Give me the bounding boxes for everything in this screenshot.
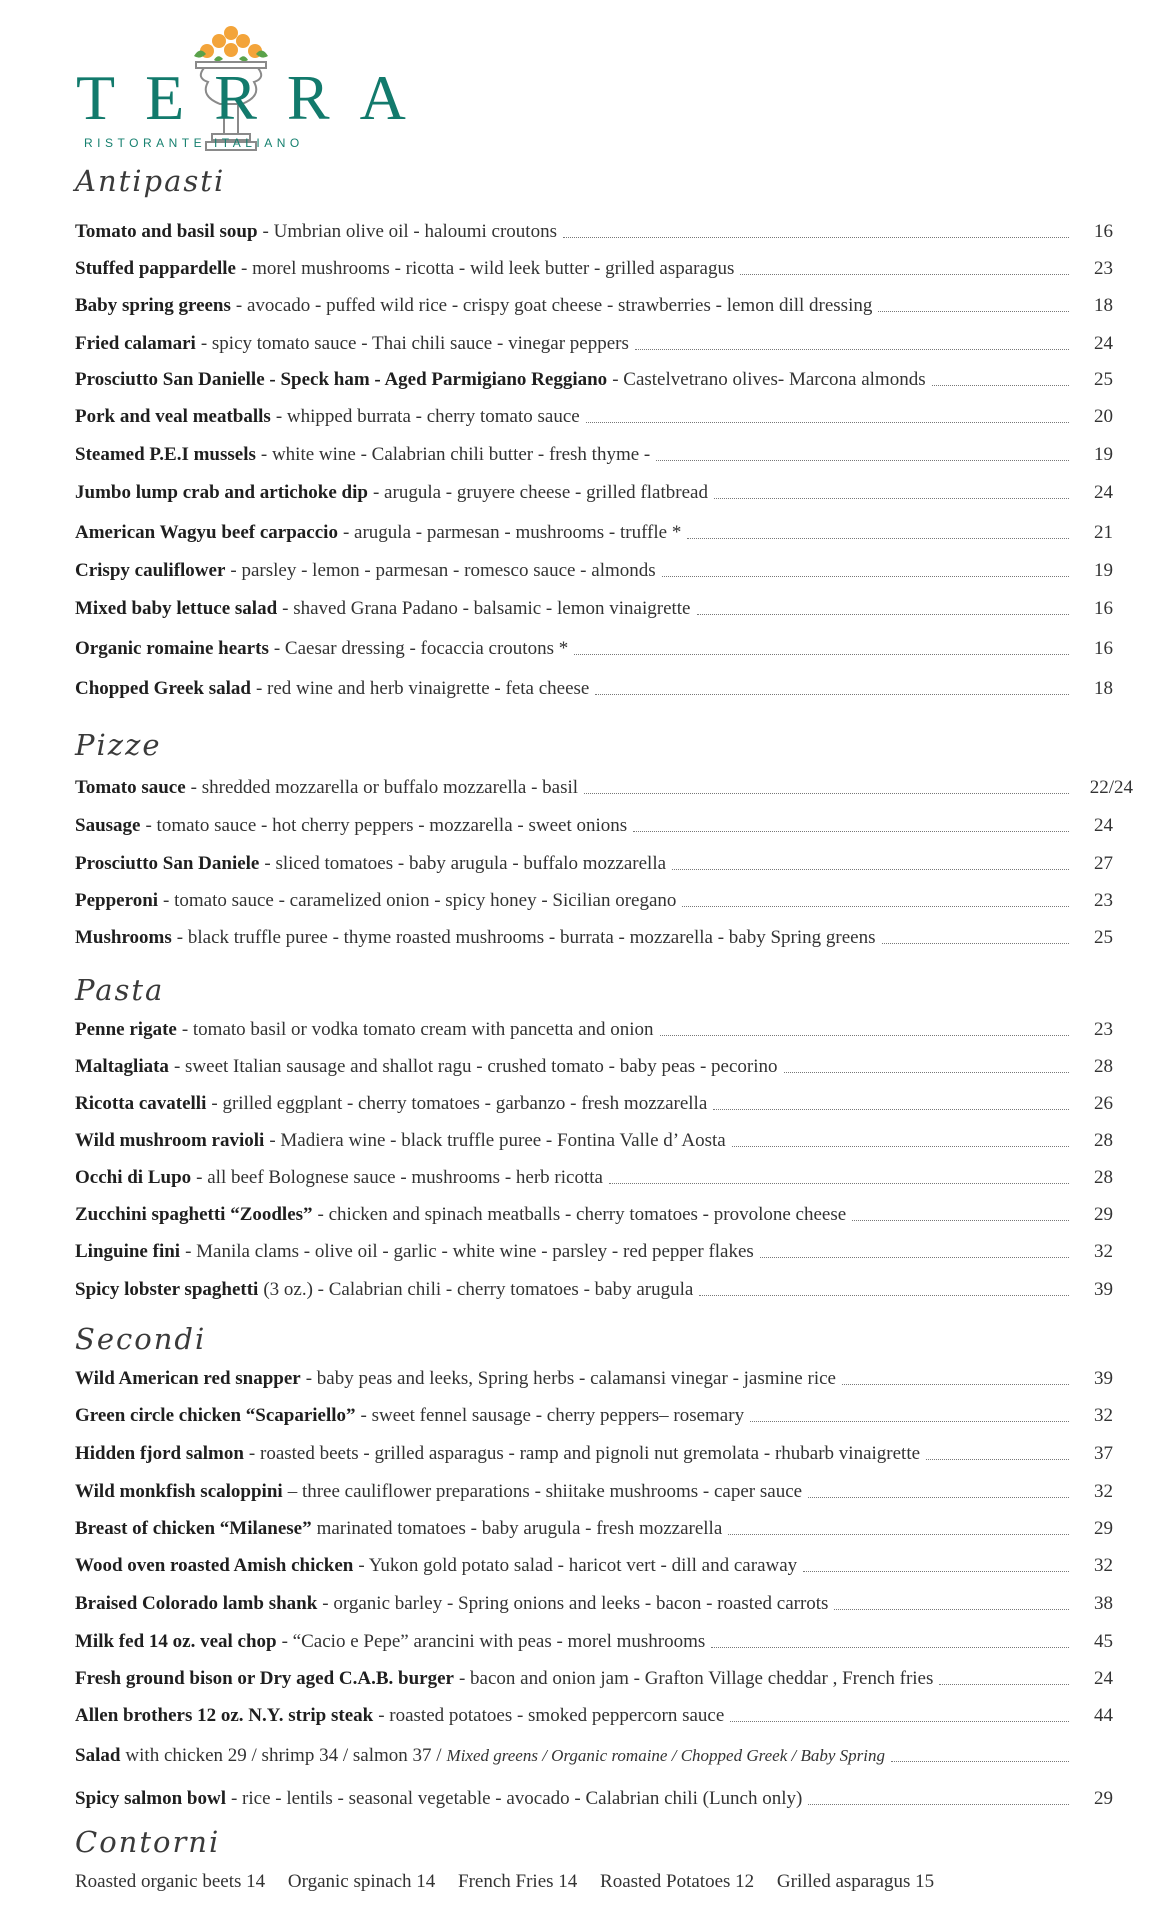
menu-item <box>75 1204 1133 1230</box>
menu-item <box>75 598 1133 624</box>
menu-item-name: Wild monkfish scaloppini <box>75 1481 283 1502</box>
menu-item <box>75 1019 1133 1045</box>
dot-leader <box>803 1570 1069 1572</box>
dot-leader <box>891 1760 1069 1762</box>
contorni-item: French Fries 14 <box>458 1871 578 1892</box>
menu-item-name: Baby spring greens <box>75 295 231 316</box>
menu-item <box>75 1405 1133 1431</box>
menu-item-name: Organic romaine hearts <box>75 638 269 659</box>
menu-item-description: - whipped burrata - cherry tomato sauce <box>275 406 580 427</box>
menu-item-price: 23 <box>1094 1019 1113 1040</box>
menu-item-price: 25 <box>1094 927 1113 948</box>
menu-item-description: - roasted beets - grilled asparagus - ramp and pignoli nut gremolata - rhubarb vinaigrette <box>248 1443 921 1464</box>
menu-item <box>75 777 1133 803</box>
menu-item-name: Tomato sauce <box>75 777 186 798</box>
menu-item-name: Occhi di Lupo <box>75 1167 192 1188</box>
contorni-item: Organic spinach 14 <box>287 1871 436 1892</box>
menu-item <box>75 1788 1133 1814</box>
menu-item-price: 29 <box>1094 1518 1113 1539</box>
section-title-secondi: Secondi <box>75 1322 207 1356</box>
menu-item <box>75 1745 1133 1771</box>
menu-item-name: Green circle chicken “Scapariello” <box>75 1405 356 1426</box>
menu-item <box>75 444 1133 470</box>
menu-item <box>75 1279 1133 1305</box>
menu-item-price: 23 <box>1094 890 1113 911</box>
menu-item <box>75 1593 1133 1619</box>
dot-leader <box>926 1458 1069 1460</box>
section-title-pasta: Pasta <box>75 973 165 1007</box>
menu-item-description: - shaved Grana Padano - balsamic - lemon vinaigrette <box>282 598 691 619</box>
menu-item-price: 16 <box>1094 598 1113 619</box>
menu-item-description: - sweet Italian sausage and shallot ragu - crushed tomato - baby peas - pecorino <box>173 1056 778 1077</box>
menu-item-price: 26 <box>1094 1093 1113 1114</box>
menu-item <box>75 638 1133 664</box>
menu-item <box>75 1443 1133 1469</box>
menu-item <box>75 1130 1133 1156</box>
menu-item-description: - spicy tomato sauce - Thai chili sauce - vinegar peppers <box>200 333 629 354</box>
menu-item <box>75 1518 1133 1544</box>
menu-item-name: Milk fed 14 oz. veal chop <box>75 1631 277 1652</box>
menu-item <box>75 295 1133 321</box>
menu-item-name: Wild American red snapper <box>75 1368 301 1389</box>
dot-leader <box>633 830 1069 832</box>
menu-item-description: – three cauliflower preparations - shiitake mushrooms - caper sauce <box>287 1481 803 1502</box>
menu-item-description: - “Cacio e Pepe” arancini with peas - morel mushrooms <box>281 1631 706 1652</box>
menu-item-price: 21 <box>1094 522 1113 543</box>
menu-item <box>75 560 1133 586</box>
menu-item-price: 16 <box>1094 638 1113 659</box>
menu-item-description: - roasted potatoes - smoked peppercorn sauce <box>378 1705 725 1726</box>
dot-leader <box>660 1034 1069 1036</box>
menu-item-name: Jumbo lump crab and artichoke dip <box>75 482 368 503</box>
menu-item-price: 27 <box>1094 853 1113 874</box>
dot-leader <box>584 792 1069 794</box>
menu-item-description: - morel mushrooms - ricotta - wild leek butter - grilled asparagus <box>241 258 735 279</box>
menu-item-price: 24 <box>1094 1668 1113 1689</box>
menu-item-price: 28 <box>1094 1167 1113 1188</box>
dot-leader <box>740 273 1069 275</box>
dot-leader <box>852 1219 1069 1221</box>
menu-item-description: - chicken and spinach meatballs - cherry tomatoes - provolone cheese <box>317 1204 847 1225</box>
menu-item-price: 32 <box>1094 1241 1113 1262</box>
menu-item-name: American Wagyu beef carpaccio <box>75 522 338 543</box>
dot-leader <box>662 575 1069 577</box>
dot-leader <box>784 1071 1069 1073</box>
menu-item-name: Fresh ground bison or Dry aged C.A.B. burger <box>75 1668 454 1689</box>
menu-item-price: 28 <box>1094 1056 1113 1077</box>
menu-item-price: 22/24 <box>1089 777 1133 798</box>
menu-item-price: 39 <box>1094 1279 1113 1300</box>
menu-item-description: - sweet fennel sausage - cherry peppers– rosemary <box>360 1405 745 1426</box>
dot-leader <box>713 1108 1069 1110</box>
menu-item <box>75 333 1133 359</box>
menu-item-name: Wild mushroom ravioli <box>75 1130 265 1151</box>
menu-item-name: Wood oven roasted Amish chicken <box>75 1555 354 1576</box>
dot-leader <box>635 348 1069 350</box>
menu-item <box>75 1631 1133 1657</box>
menu-item-price: 18 <box>1094 295 1113 316</box>
menu-item-name: Zucchini spaghetti “Zoodles” <box>75 1204 313 1225</box>
dot-leader <box>697 613 1070 615</box>
menu-item-description: - red wine and herb vinaigrette - feta cheese <box>255 678 590 699</box>
menu-item-price: 37 <box>1094 1443 1113 1464</box>
dot-leader <box>732 1145 1069 1147</box>
menu-item <box>75 258 1133 284</box>
menu-item-description: with chicken 29 / shrimp 34 / salmon 37 / <box>125 1745 442 1766</box>
menu-item-description: - shredded mozzarella or buffalo mozzarella - basil <box>190 777 579 798</box>
menu-item <box>75 1555 1133 1581</box>
menu-item <box>75 1705 1133 1731</box>
menu-item-name: Spicy lobster spaghetti <box>75 1279 259 1300</box>
menu-item-price: 24 <box>1094 815 1113 836</box>
menu-item <box>75 890 1133 916</box>
menu-item <box>75 815 1133 841</box>
menu-item-price: 29 <box>1094 1788 1113 1809</box>
menu-item-description: - Caesar dressing - focaccia croutons * <box>273 638 569 659</box>
menu-item-price: 19 <box>1094 444 1113 465</box>
menu-item-name: Prosciutto San Daniele <box>75 853 260 874</box>
menu-item-price: 24 <box>1094 482 1113 503</box>
menu-item-name: Spicy salmon bowl <box>75 1788 226 1809</box>
section-title-antipasti: Antipasti <box>75 164 226 198</box>
dot-leader <box>699 1294 1069 1296</box>
brand-name: TERRA <box>76 62 436 133</box>
menu-item-price: 32 <box>1094 1405 1113 1426</box>
menu-item-price: 32 <box>1094 1555 1113 1576</box>
dot-leader <box>750 1420 1069 1422</box>
contorni-item: Roasted organic beets 14 <box>75 1871 266 1892</box>
dot-leader <box>882 942 1070 944</box>
menu-item-name: Chopped Greek salad <box>75 678 251 699</box>
dot-leader <box>932 384 1069 386</box>
contorni-list <box>75 1871 952 1893</box>
menu-item <box>75 1167 1133 1193</box>
dot-leader <box>672 868 1069 870</box>
menu-item-description: - Manila clams - olive oil - garlic - white wine - parsley - red pepper flakes <box>185 1241 754 1262</box>
menu-item-name: Braised Colorado lamb shank <box>75 1593 318 1614</box>
dot-leader <box>939 1683 1069 1685</box>
menu-item-name: Steamed P.E.I mussels <box>75 444 256 465</box>
menu-item-price: 44 <box>1094 1705 1113 1726</box>
menu-item-name: Salad <box>75 1745 121 1766</box>
menu-item-description: - grilled eggplant - cherry tomatoes - garbanzo - fresh mozzarella <box>211 1093 708 1114</box>
menu-item-description: - Castelvetrano olives- Marcona almonds <box>612 369 926 390</box>
menu-item-description: - black truffle puree - thyme roasted mushrooms - burrata - mozzarella - baby Spring greens <box>176 927 876 948</box>
brand-logo <box>76 24 436 164</box>
contorni-item: Grilled asparagus 15 <box>776 1871 935 1892</box>
menu-item <box>75 678 1133 704</box>
dot-leader <box>609 1182 1069 1184</box>
menu-item-options: Mixed greens / Organic romaine / Chopped Greek / Baby Spring <box>446 1746 885 1765</box>
menu-item-name: Pork and veal meatballs <box>75 406 271 427</box>
menu-item-name: Crispy cauliflower <box>75 560 226 581</box>
menu-item <box>75 1056 1133 1082</box>
menu-item-name: Penne rigate <box>75 1019 177 1040</box>
dot-leader <box>714 497 1069 499</box>
dot-leader <box>728 1533 1069 1535</box>
menu-item-price: 16 <box>1094 221 1113 242</box>
menu-item <box>75 1481 1133 1507</box>
menu-item-name: Fried calamari <box>75 333 196 354</box>
menu-item-name: Pepperoni <box>75 890 159 911</box>
menu-item-price: 18 <box>1094 678 1113 699</box>
menu-item-description: - Yukon gold potato salad - haricot vert - dill and caraway <box>358 1555 798 1576</box>
dot-leader <box>687 537 1069 539</box>
dot-leader <box>586 421 1069 423</box>
menu-item-price: 39 <box>1094 1368 1113 1389</box>
dot-leader <box>760 1256 1069 1258</box>
menu-item-price: 24 <box>1094 333 1113 354</box>
dot-leader <box>842 1383 1069 1385</box>
dot-leader <box>595 693 1069 695</box>
menu-item-description: - baby peas and leeks, Spring herbs - calamansi vinegar - jasmine rice <box>305 1368 836 1389</box>
menu-item <box>75 853 1133 879</box>
dot-leader <box>730 1720 1069 1722</box>
menu-item <box>75 1368 1133 1394</box>
menu-item-description: - Umbrian olive oil - haloumi croutons <box>262 221 557 242</box>
menu-item-price: 32 <box>1094 1481 1113 1502</box>
menu-item-description: - tomato sauce - caramelized onion - spicy honey - Sicilian oregano <box>163 890 677 911</box>
menu-item-name: Breast of chicken “Milanese” <box>75 1518 312 1539</box>
menu-item-description: - arugula - parmesan - mushrooms - truffle * <box>342 522 682 543</box>
menu-item-price: 29 <box>1094 1204 1113 1225</box>
menu-item <box>75 1668 1133 1694</box>
dot-leader <box>808 1803 1069 1805</box>
menu-item-description: - avocado - puffed wild rice - crispy goat cheese - strawberries - lemon dill dressing <box>235 295 873 316</box>
menu-item-name: Ricotta cavatelli <box>75 1093 207 1114</box>
menu-item-description: - organic barley - Spring onions and leeks - bacon - roasted carrots <box>322 1593 829 1614</box>
brand-subtitle: RISTORANTE ITALIANO <box>84 136 304 150</box>
menu-item-price: 23 <box>1094 258 1113 279</box>
menu-item <box>75 1093 1133 1119</box>
menu-item-price: 20 <box>1094 406 1113 427</box>
menu-item-description: (3 oz.) - Calabrian chili - cherry tomatoes - baby arugula <box>263 1279 694 1300</box>
dot-leader <box>711 1646 1069 1648</box>
menu-item-name: Mushrooms <box>75 927 172 948</box>
menu-item-name: Mixed baby lettuce salad <box>75 598 278 619</box>
menu-item-name: Maltagliata <box>75 1056 169 1077</box>
menu-item-description: - tomato sauce - hot cherry peppers - mozzarella - sweet onions <box>145 815 628 836</box>
dot-leader <box>574 653 1069 655</box>
menu-item-name: Linguine fini <box>75 1241 181 1262</box>
section-title-pizze: Pizze <box>75 728 162 762</box>
menu-item <box>75 406 1133 432</box>
dot-leader <box>878 310 1069 312</box>
menu-item-name: Tomato and basil soup <box>75 221 258 242</box>
menu-item-description: - white wine - Calabrian chili butter - fresh thyme - <box>260 444 651 465</box>
menu-item-name: Stuffed pappardelle <box>75 258 236 279</box>
menu-item <box>75 522 1133 548</box>
menu-item-price: 25 <box>1094 369 1113 390</box>
menu-item-description: - sliced tomatoes - baby arugula - buffalo mozzarella <box>264 853 667 874</box>
menu-item <box>75 369 1133 395</box>
dot-leader <box>656 459 1069 461</box>
menu-item-description: - parsley - lemon - parmesan - romesco sauce - almonds <box>230 560 656 581</box>
dot-leader <box>682 905 1069 907</box>
dot-leader <box>834 1608 1069 1610</box>
section-title-contorni: Contorni <box>75 1825 221 1859</box>
menu-item-price: 38 <box>1094 1593 1113 1614</box>
menu-item-name: Sausage <box>75 815 141 836</box>
menu-item-description: - tomato basil or vodka tomato cream with pancetta and onion <box>181 1019 654 1040</box>
menu-item-description: marinated tomatoes - baby arugula - fresh mozzarella <box>316 1518 723 1539</box>
menu-item-description: - Madiera wine - black truffle puree - Fontina Valle d’ Aosta <box>269 1130 726 1151</box>
menu-item <box>75 221 1133 247</box>
menu-item-name: Hidden fjord salmon <box>75 1443 244 1464</box>
menu-item-name: Prosciutto San Danielle - Speck ham - Aged Parmigiano Reggiano <box>75 369 608 390</box>
menu-item-price: 19 <box>1094 560 1113 581</box>
dot-leader <box>563 236 1069 238</box>
contorni-item: Roasted Potatoes 12 <box>600 1871 755 1892</box>
dot-leader <box>808 1496 1069 1498</box>
menu-item <box>75 1241 1133 1267</box>
menu-item-name: Allen brothers 12 oz. N.Y. strip steak <box>75 1705 374 1726</box>
menu-item-price: 45 <box>1094 1631 1113 1652</box>
menu-item-description: - arugula - gruyere cheese - grilled flatbread <box>372 482 708 503</box>
menu-item-price: 28 <box>1094 1130 1113 1151</box>
menu-item-description: - bacon and onion jam - Grafton Village cheddar , French fries <box>458 1668 934 1689</box>
menu-item-description: - all beef Bolognese sauce - mushrooms - herb ricotta <box>196 1167 603 1188</box>
menu-item <box>75 482 1133 508</box>
menu-item-description: - rice - lentils - seasonal vegetable - avocado - Calabrian chili (Lunch only) <box>230 1788 803 1809</box>
menu-item <box>75 927 1133 953</box>
